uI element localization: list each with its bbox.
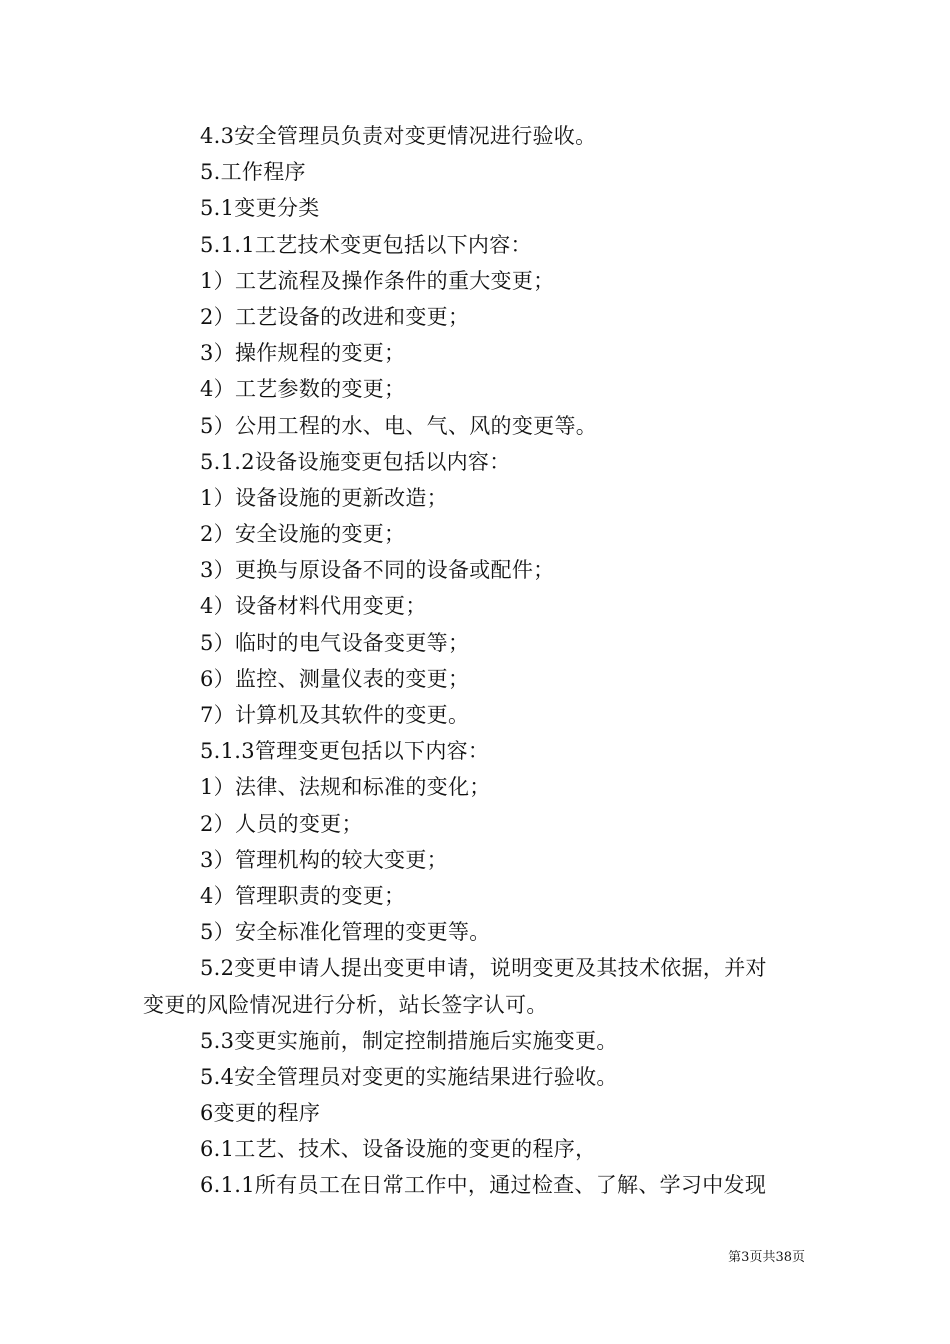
subsection-heading: 5.1变更分类 [200, 196, 320, 221]
text-line: 6.1.1所有员工在日常工作中，通过检查、了解、学习中发现 [200, 1173, 767, 1198]
list-item: 6）监控、测量仪表的变更； [200, 666, 470, 691]
list-item: 5）安全标准化管理的变更等。 [200, 920, 491, 945]
list-item: 1）法律、法规和标准的变化； [200, 775, 491, 800]
text-line: 5.1.3管理变更包括以下内容： [200, 739, 490, 764]
list-item: 2）人员的变更； [200, 811, 363, 836]
list-item: 2）工艺设备的改进和变更； [200, 304, 470, 329]
text-line: 5.1.1工艺技术变更包括以下内容： [200, 232, 532, 257]
section-heading: 5.工作程序 [200, 160, 306, 185]
text-line: 5.1.2设备设施变更包括以内容： [200, 449, 511, 474]
list-item: 5）临时的电气设备变更等； [200, 630, 470, 655]
list-item: 3）更换与原设备不同的设备或配件； [200, 558, 555, 583]
list-item: 1）工艺流程及操作条件的重大变更； [200, 268, 555, 293]
text-line: 5.4安全管理员对变更的实施结果进行验收。 [200, 1064, 618, 1089]
list-item: 7）计算机及其软件的变更。 [200, 703, 470, 727]
list-item: 5）公用工程的水、电、气、风的变更等。 [200, 413, 598, 438]
page-number-footer: 第3页共38页 [728, 1250, 805, 1265]
list-item: 4）工艺参数的变更； [200, 377, 406, 402]
text-line: 5.3变更实施前，制定控制措施后实施变更。 [200, 1028, 618, 1053]
list-item: 4）设备材料代用变更； [200, 594, 427, 619]
text-line: 4.3安全管理员负责对变更情况进行验收。 [200, 124, 597, 148]
text-line: 5.2变更申请人提出变更申请，说明变更及其技术依据，并对 [200, 956, 767, 981]
list-item: 4）管理职责的变更； [200, 883, 406, 908]
section-heading: 6变更的程序 [200, 1101, 321, 1126]
list-item: 2）安全设施的变更； [200, 522, 406, 547]
text-line-continuation: 变更的风险情况进行分析，站长签字认可。 [143, 992, 548, 1017]
document-body [143, 118, 823, 1204]
list-item: 3）管理机构的较大变更； [200, 847, 448, 872]
list-item: 3）操作规程的变更； [200, 341, 406, 366]
list-item: 1）设备设施的更新改造； [200, 485, 448, 510]
subsection-heading: 6.1工艺、技术、设备设施的变更的程序， [200, 1137, 597, 1162]
